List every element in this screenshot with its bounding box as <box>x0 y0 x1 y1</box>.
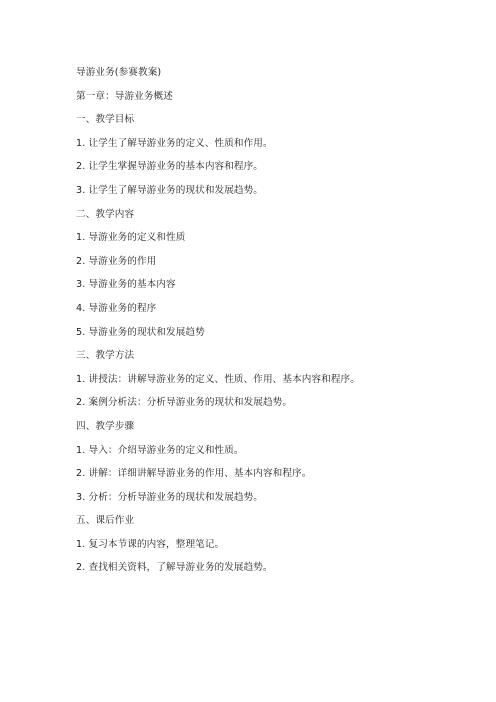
list-item: 3. 分析：分析导游业务的现状和发展趋势。 <box>76 491 263 503</box>
list-item: 1. 复习本节课的内容，整理笔记。 <box>76 538 225 550</box>
list-item: 5. 导游业务的现状和发展趋势 <box>76 326 205 338</box>
list-item: 2. 导游业务的作用 <box>76 255 157 267</box>
list-item: 2. 查找相关资料，了解导游业务的发展趋势。 <box>76 562 273 574</box>
section-heading-methods: 三、教学方法 <box>76 350 135 362</box>
list-item: 3. 让学生了解导游业务的现状和发展趋势。 <box>76 184 263 196</box>
section-heading-steps: 四、教学步骤 <box>76 420 135 432</box>
section-heading-content: 二、教学内容 <box>76 208 135 220</box>
list-item: 1. 导入：介绍导游业务的定义和性质。 <box>76 444 244 456</box>
list-item: 4. 导游业务的程序 <box>76 302 157 314</box>
section-heading-objectives: 一、教学目标 <box>76 114 135 126</box>
list-item: 1. 导游业务的定义和性质 <box>76 232 186 244</box>
list-item: 1. 讲授法：讲解导游业务的定义、性质、作用、基本内容和程序。 <box>76 373 360 385</box>
chapter-heading: 第一章：导游业务概述 <box>76 90 173 102</box>
document-body <box>76 66 476 585</box>
list-item: 2. 案例分析法：分析导游业务的现状和发展趋势。 <box>76 397 293 409</box>
list-item: 1. 让学生了解导游业务的定义、性质和作用。 <box>76 137 273 149</box>
list-item: 2. 讲解：详细讲解导游业务的作用、基本内容和程序。 <box>76 468 312 480</box>
section-heading-homework: 五、课后作业 <box>76 515 135 527</box>
list-item: 2. 让学生掌握导游业务的基本内容和程序。 <box>76 161 263 173</box>
list-item: 3. 导游业务的基本内容 <box>76 279 176 291</box>
document-title: 导游业务(参赛教案) <box>76 67 162 78</box>
